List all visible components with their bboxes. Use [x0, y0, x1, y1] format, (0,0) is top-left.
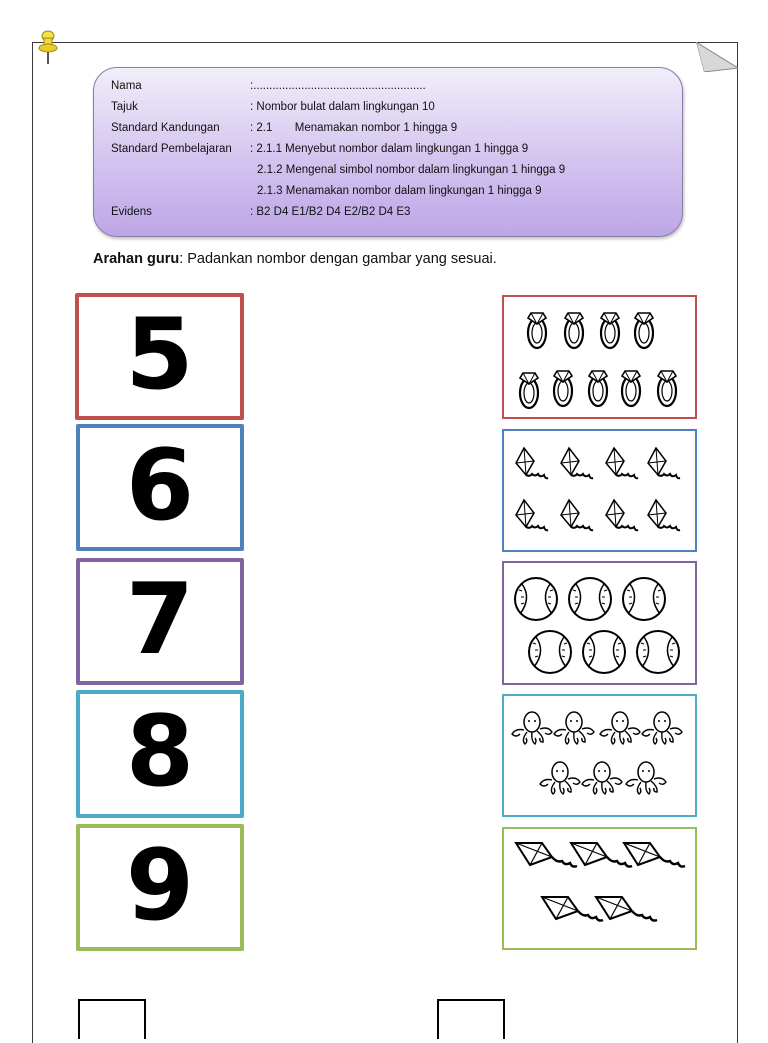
rings-group	[504, 297, 695, 417]
octopus-icon	[642, 712, 682, 744]
kite-icon	[516, 843, 577, 867]
instruction-label: Arahan guru	[93, 251, 180, 267]
number-digit: 9	[125, 828, 195, 943]
value-sp-1: : 2.1.1 Menyebut nombor dalam lingkungan 1 hingga 9	[250, 143, 529, 155]
ring-icon	[520, 373, 538, 408]
octopuses-group	[504, 696, 695, 815]
baseballs-group	[504, 563, 695, 683]
diamond-kite-icon	[606, 500, 638, 530]
diamond-kite-icon	[561, 448, 593, 478]
diamond-kite-icon	[516, 500, 548, 530]
picture-card-rings[interactable]	[502, 295, 697, 419]
number-card-8[interactable]	[76, 690, 244, 818]
pushpin-icon	[34, 28, 62, 68]
kite-icon	[596, 897, 657, 921]
number-digit: 6	[125, 428, 195, 543]
number-digit: 8	[125, 695, 195, 810]
answer-box-right[interactable]	[437, 999, 505, 1039]
octopus-icon	[626, 762, 666, 794]
baseball-icon	[515, 578, 557, 620]
picture-card-small-kites[interactable]	[502, 429, 697, 552]
ring-icon	[589, 371, 607, 406]
label-standard-kandungan: Standard Kandungan	[111, 122, 220, 134]
ring-icon	[565, 313, 583, 348]
value-standard-kandungan: : 2.1 Menamakan nombor 1 hingga 9	[250, 122, 458, 134]
instruction-text: : Padankan nombor dengan gambar yang sesuai.	[179, 251, 497, 267]
baseball-icon	[529, 631, 571, 673]
page-curl-corner	[696, 42, 738, 72]
picture-card-baseballs[interactable]	[502, 561, 697, 685]
number-digit: 5	[125, 297, 194, 412]
octopus-icon	[600, 712, 640, 744]
kite-icon	[624, 843, 685, 867]
kite-icon	[542, 897, 603, 921]
octopus-icon	[512, 712, 552, 744]
octopus-icon	[554, 712, 594, 744]
diamond-kite-icon	[648, 500, 680, 530]
value-sp-2: 2.1.2 Mengenal simbol nombor dalam lingkungan 1 hingga 9	[257, 164, 566, 176]
ring-icon	[658, 371, 676, 406]
kite-icon	[571, 843, 632, 867]
label-standard-pembelajaran: Standard Pembelajaran	[111, 143, 232, 155]
baseball-icon	[623, 578, 665, 620]
diamond-kite-icon	[516, 448, 548, 478]
value-tajuk: : Nombor bulat dalam lingkungan 10	[250, 101, 435, 113]
ring-icon	[635, 313, 653, 348]
ring-icon	[528, 313, 546, 348]
octopus-icon	[540, 762, 580, 794]
number-card-7[interactable]	[76, 558, 244, 685]
number-digit: 7	[125, 562, 195, 677]
value-nama: :......................................................	[250, 80, 426, 92]
label-nama: Nama	[111, 80, 142, 92]
diamond-kite-icon	[561, 500, 593, 530]
number-card-6[interactable]	[76, 424, 244, 551]
picture-card-kites[interactable]	[502, 827, 697, 950]
baseball-icon	[637, 631, 679, 673]
diamond-kite-icon	[648, 448, 680, 478]
picture-card-octopuses[interactable]	[502, 694, 697, 817]
answer-box-left[interactable]	[78, 999, 146, 1039]
value-evidens: : B2 D4 E1/B2 D4 E2/B2 D4 E3	[250, 206, 411, 218]
label-tajuk: Tajuk	[111, 101, 138, 113]
number-card-9[interactable]	[76, 824, 244, 951]
number-card-5[interactable]	[75, 293, 244, 420]
diamond-kite-icon	[606, 448, 638, 478]
baseball-icon	[583, 631, 625, 673]
value-sp-3: 2.1.3 Menamakan nombor dalam lingkungan 1 hingga 9	[257, 185, 542, 197]
kites-group	[504, 829, 695, 948]
ring-icon	[554, 371, 572, 406]
teacher-instruction	[93, 251, 497, 267]
label-evidens: Evidens	[111, 206, 152, 218]
baseball-icon	[569, 578, 611, 620]
small-kites-group	[504, 431, 695, 550]
octopus-icon	[582, 762, 622, 794]
ring-icon	[622, 371, 640, 406]
ring-icon	[601, 313, 619, 348]
